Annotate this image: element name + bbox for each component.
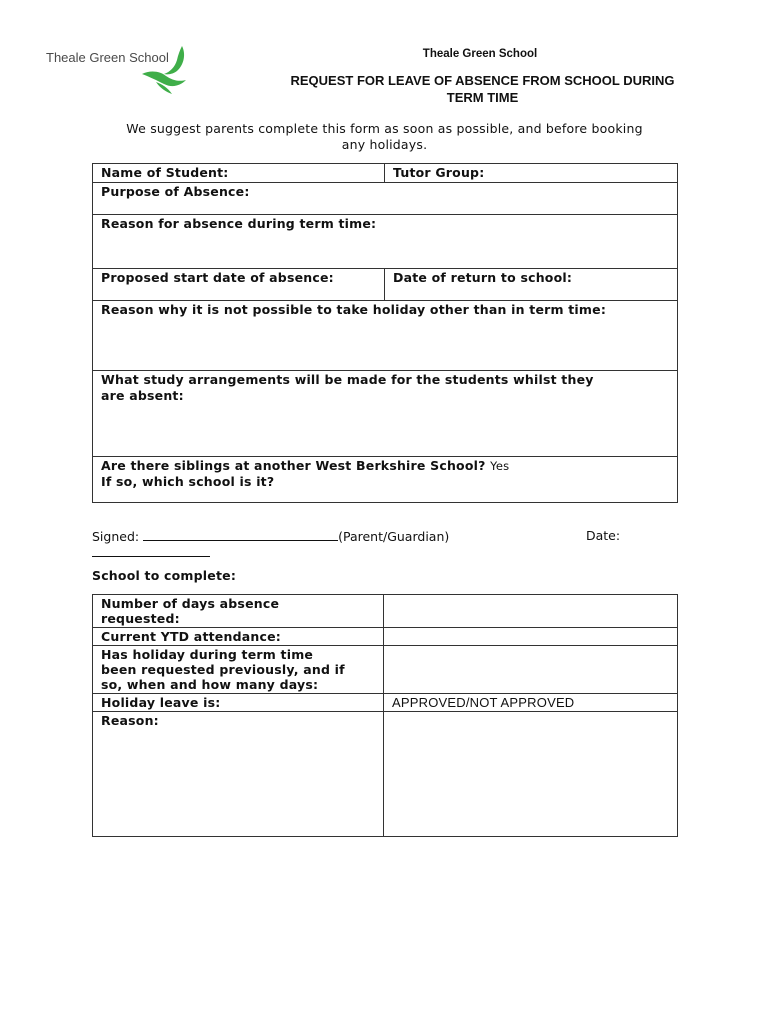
title-line-2: TERM TIME <box>446 90 519 105</box>
signature-line[interactable] <box>143 528 338 541</box>
title-line-1: REQUEST FOR LEAVE OF ABSENCE FROM SCHOOL DURING <box>290 73 675 88</box>
page-title <box>245 72 720 106</box>
term-time-reason-field[interactable] <box>93 301 678 371</box>
which-school-label: If so, which school is it? <box>101 474 275 489</box>
intro-line-1: We suggest parents complete this form as soon as possible, and before booking <box>126 121 643 136</box>
school-logo <box>46 44 196 94</box>
previous-requests-label <box>93 646 384 694</box>
start-date-field[interactable] <box>93 269 385 301</box>
student-name-label: Name of Student: <box>101 165 229 180</box>
purpose-label: Purpose of Absence: <box>101 184 250 199</box>
dove-icon <box>134 44 194 96</box>
school-reason-value[interactable] <box>384 712 678 837</box>
reason-label: Reason for absence during term time: <box>101 216 377 231</box>
prev-line-3: so, when and how many days: <box>101 677 319 692</box>
school-section-heading: School to complete: <box>92 568 237 583</box>
days-absence-value[interactable] <box>384 595 678 628</box>
holiday-leave-label: Holiday leave is: <box>93 694 384 712</box>
tutor-group-label: Tutor Group: <box>393 165 485 180</box>
reason-field[interactable] <box>93 215 678 269</box>
purpose-field[interactable] <box>93 183 678 215</box>
school-completion-table <box>92 594 678 837</box>
prev-line-2: been requested previously, and if <box>101 662 345 677</box>
ytd-attendance-value[interactable] <box>384 628 678 646</box>
return-date-label: Date of return to school: <box>393 270 573 285</box>
return-date-field[interactable] <box>385 269 678 301</box>
date-line[interactable] <box>92 556 210 557</box>
intro-line-2: any holidays. <box>341 137 428 152</box>
logo-text: Theale Green School <box>46 50 169 65</box>
signature-row <box>92 528 677 544</box>
days-label-line-2: requested: <box>101 611 180 626</box>
study-label-line-1: What study arrangements will be made for the students whilst they <box>101 372 594 387</box>
start-date-label: Proposed start date of absence: <box>101 270 334 285</box>
term-time-reason-label: Reason why it is not possible to take holiday other than in term time: <box>101 302 607 317</box>
previous-requests-value[interactable] <box>384 646 678 694</box>
study-label-line-2: are absent: <box>101 388 184 403</box>
days-absence-label <box>93 595 384 628</box>
school-name-header: Theale Green School <box>422 48 538 60</box>
student-name-field[interactable] <box>93 164 385 183</box>
absence-request-form <box>92 163 678 503</box>
holiday-leave-value[interactable]: APPROVED/NOT APPROVED <box>384 694 678 712</box>
school-reason-label: Reason: <box>93 712 384 837</box>
prev-line-1: Has holiday during term time <box>101 647 314 662</box>
siblings-value: Yes <box>490 459 510 473</box>
parent-guardian-label: (Parent/Guardian) <box>338 529 450 544</box>
siblings-field[interactable] <box>93 457 678 503</box>
ytd-attendance-label: Current YTD attendance: <box>93 628 384 646</box>
intro-text <box>92 121 677 153</box>
study-arrangements-field[interactable] <box>93 371 678 457</box>
siblings-label: Are there siblings at another West Berkshire School? <box>101 458 486 473</box>
signed-label: Signed: <box>92 529 140 544</box>
days-label-line-1: Number of days absence <box>101 596 280 611</box>
date-label: Date: <box>586 528 621 543</box>
tutor-group-field[interactable] <box>385 164 678 183</box>
